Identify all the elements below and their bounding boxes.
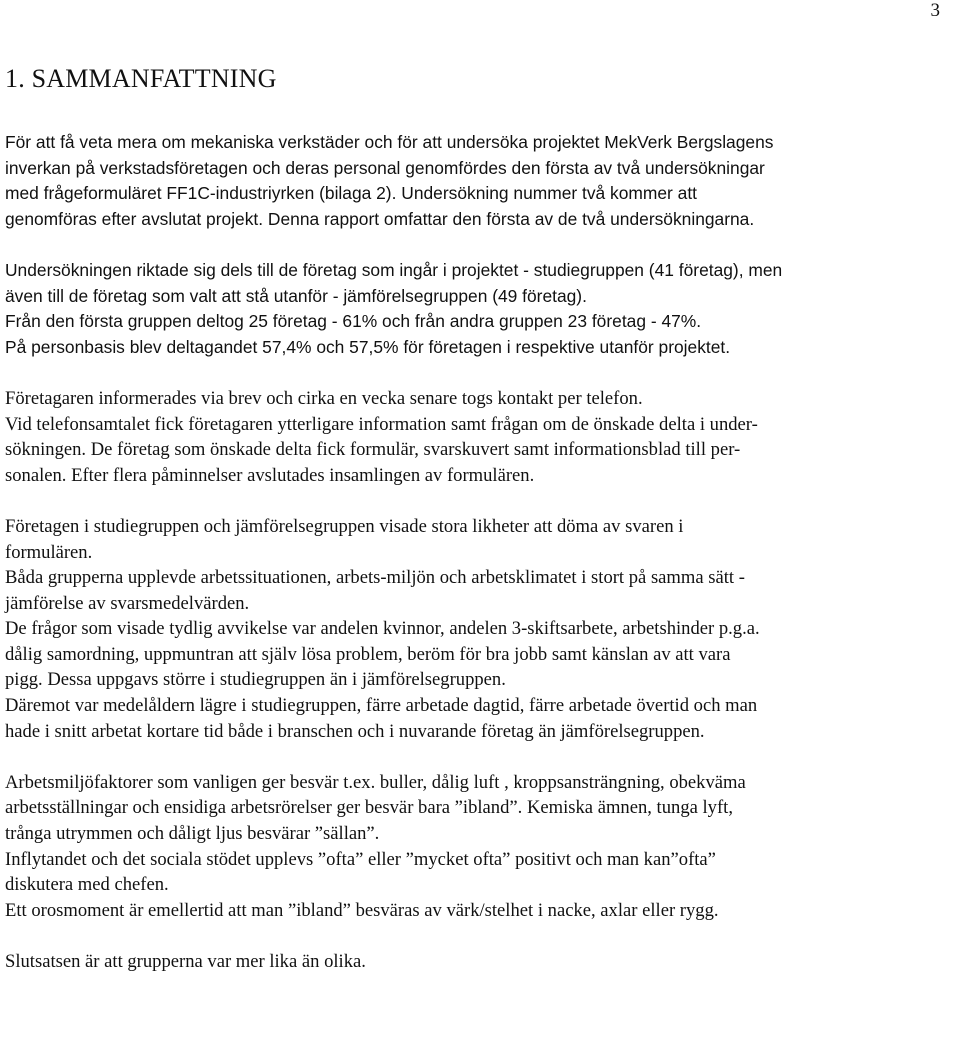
text-line: arbetsställningar och ensidiga arbetsrörelser ger besvär bara ”ibland”. Kemiska ämnen, tunga lyft,	[5, 797, 733, 819]
text-line: Arbetsmiljöfaktorer som vanligen ger besvär t.ex. buller, dålig luft , kroppsansträngning, obekväma	[5, 771, 746, 793]
text-line: hade i snitt arbetat kortare tid både i branschen och i nuvarande företag än jämförelsegruppen.	[5, 720, 705, 742]
paragraph-gap	[5, 744, 955, 770]
text-line: Undersökningen riktade sig dels till de företag som ingår i projektet - studiegruppen (41 företag), men	[5, 259, 783, 280]
section-heading: 1. SAMMANFATTNING	[5, 64, 277, 93]
paragraph-gap	[5, 232, 955, 258]
text-line: Ett orosmoment är emellertid att man ”ibland” besväras av värk/stelhet i nacke, axlar eller rygg.	[5, 899, 719, 921]
text-line: med frågeformuläret FF1C-industriyrken (bilaga 2). Undersökning nummer två kommer att	[5, 183, 698, 204]
text-line: Företagaren informerades via brev och cirka en vecka senare togs kontakt per telefon.	[5, 387, 643, 409]
text-line: sökningen. De företag som önskade delta fick formulär, svarskuvert samt informationsblad till per-	[5, 439, 741, 461]
text-line: De frågor som visade tydlig avvikelse var andelen kvinnor, andelen 3-skiftsarbete, arbetshinder p.g.a.	[5, 618, 760, 640]
text-line: trånga utrymmen och dåligt ljus besvärar ”sällan”.	[5, 823, 380, 845]
page-number: 3	[930, 0, 940, 21]
text-line: inverkan på verkstadsföretagen och deras personal genomfördes den första av två undersökningar	[5, 157, 765, 178]
paragraph-gap	[5, 488, 955, 514]
text-line: Slutsatsen är att grupperna var mer lika än olika.	[5, 951, 366, 972]
paragraph-gap	[5, 360, 955, 386]
text-line: även till de företag som valt att stå utanför - jämförelsegruppen (49 företag).	[5, 285, 587, 306]
text-line: Båda grupperna upplevde arbetssituationen, arbets-miljön och arbetsklimatet i stort på samma sätt -	[5, 567, 745, 589]
text-line: jämförelse av svarsmedelvärden.	[5, 592, 250, 614]
text-line: genomföras efter avslutat projekt. Denna rapport omfattar den första av de två undersökningarna.	[5, 208, 755, 229]
paragraph-gap	[5, 923, 955, 949]
text-line: Från den första gruppen deltog 25 företag - 61% och från andra gruppen 23 företag - 47%.	[5, 311, 702, 332]
text-line: För att få veta mera om mekaniska verkstäder och för att undersöka projektet MekVerk Bergslagens	[5, 132, 774, 152]
paragraph-5	[5, 770, 955, 924]
paragraph-2	[5, 258, 955, 360]
document-body	[5, 130, 955, 975]
text-line: sonalen. Efter flera påminnelser avslutades insamlingen av formulären.	[5, 464, 535, 486]
text-line: dålig samordning, uppmuntran att själv lösa problem, beröm för bra jobb samt känslan av att vara	[5, 643, 731, 665]
text-line: Vid telefonsamtalet fick företagaren ytterligare information samt frågan om de önskade delta i under-	[5, 413, 758, 435]
text-line: På personbasis blev deltagandet 57,4% och 57,5% för företagen i respektive utanför projektet.	[5, 336, 731, 357]
text-line: diskutera med chefen.	[5, 874, 169, 896]
text-line: Inflytandet och det sociala stödet upplevs ”ofta” eller ”mycket ofta” positivt och man kan”ofta”	[5, 848, 716, 870]
text-line: pigg. Dessa uppgavs större i studiegruppen än i jämförelsegruppen.	[5, 669, 506, 691]
paragraph-4	[5, 514, 955, 744]
text-line: formulären.	[5, 541, 93, 563]
paragraph-6	[5, 949, 955, 975]
paragraph-3	[5, 386, 955, 488]
paragraph-1	[5, 130, 955, 232]
text-line: Företagen i studiegruppen och jämförelsegruppen visade stora likheter att döma av svaren i	[5, 515, 684, 537]
text-line: Däremot var medelåldern lägre i studiegruppen, färre arbetade dagtid, färre arbetade övertid och man	[5, 695, 758, 717]
